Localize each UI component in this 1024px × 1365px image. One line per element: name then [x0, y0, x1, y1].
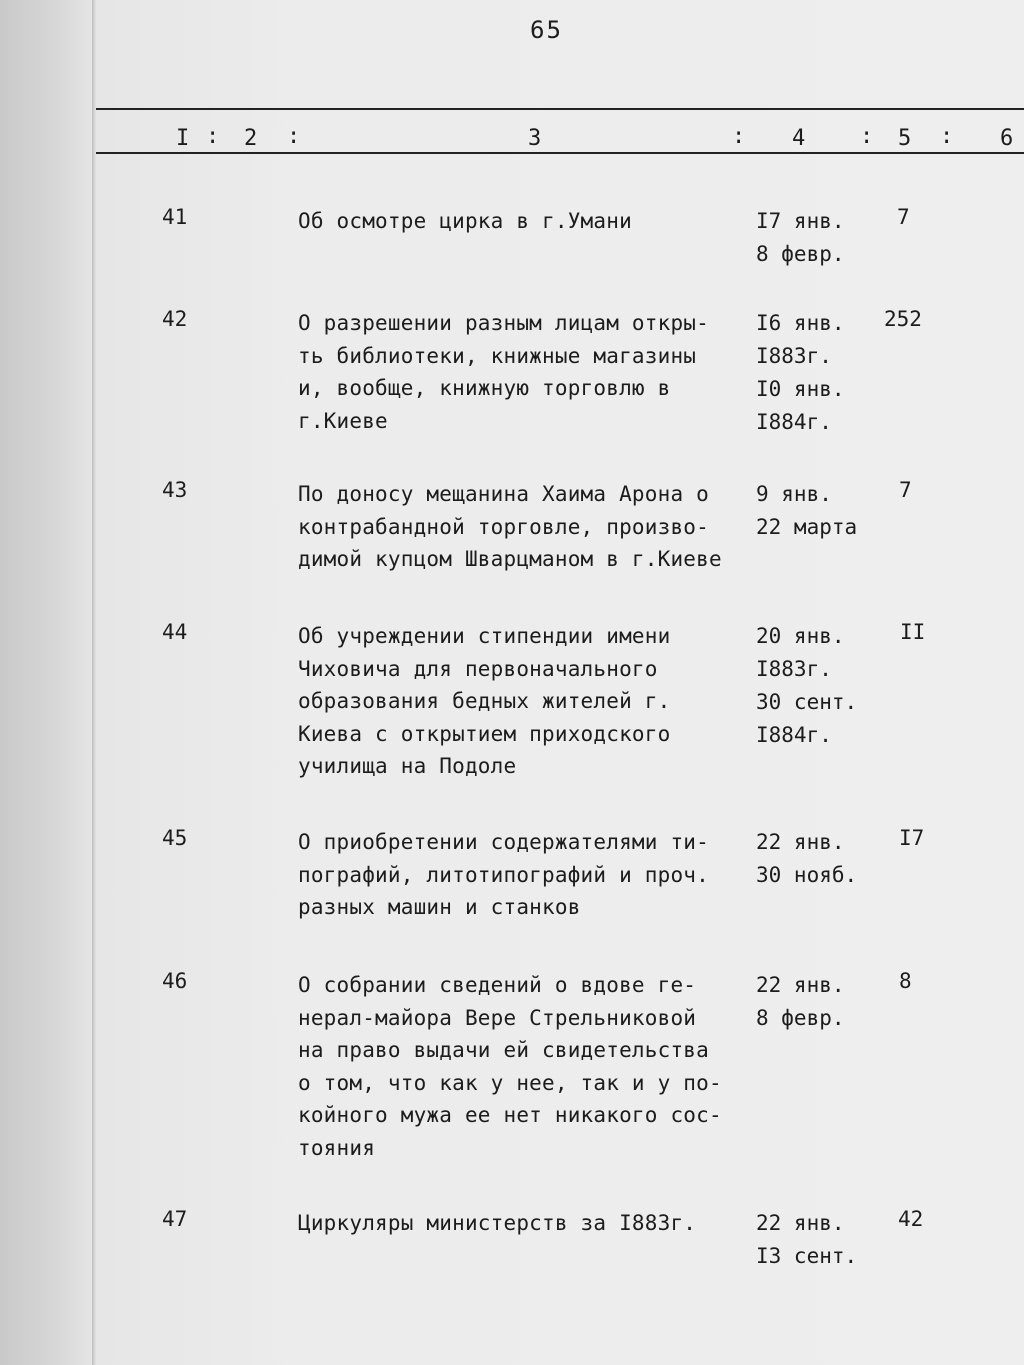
row-number: 47	[162, 1207, 188, 1231]
column-number-5: 5	[898, 126, 912, 151]
sheet-count: II	[900, 620, 926, 644]
title-line: ть библиотеки, книжные магазины	[298, 343, 697, 368]
date-line: I3 сент.	[756, 1244, 858, 1268]
record-dates	[756, 969, 845, 1035]
title-line: о том, что как у нее, так и у по-	[298, 1070, 722, 1095]
title-line: и, вообще, книжную торговлю в	[298, 376, 671, 400]
title-line: образования бедных жителей г.	[298, 689, 671, 713]
header-top-rule	[96, 108, 1024, 110]
title-line: Чиховича для первоначального	[298, 656, 658, 681]
title-line: койного мужа ее нет никакого сос-	[298, 1103, 722, 1127]
date-line: I7 янв.	[756, 209, 845, 233]
title-line: тояния	[298, 1135, 376, 1160]
sheet-count: 7	[899, 478, 912, 502]
record-dates	[756, 478, 857, 544]
date-line: I884г.	[756, 410, 832, 434]
sheet-count: 252	[884, 307, 922, 331]
page-number: 65	[530, 16, 563, 44]
column-separator: :	[206, 124, 220, 149]
row-number: 44	[162, 620, 188, 644]
row-number: 43	[162, 478, 188, 502]
record-title	[298, 478, 743, 576]
date-line: 8 февр.	[756, 1006, 845, 1030]
date-line: I884г.	[756, 723, 832, 747]
title-line: Циркуляры министерств за I883г.	[298, 1211, 697, 1235]
date-line: I6 янв.	[756, 311, 845, 335]
record-title	[298, 205, 743, 238]
date-line: 8 февр.	[756, 242, 845, 266]
date-line: 22 янв.	[756, 830, 845, 854]
sheet-count: 8	[899, 969, 912, 993]
record-dates	[756, 620, 857, 752]
date-line: I883г.	[756, 344, 832, 368]
title-line: разных машин и станков	[298, 895, 581, 919]
column-number-2: 2	[244, 126, 258, 151]
title-line: О разрешении разным лицам откры-	[298, 311, 709, 335]
row-number: 42	[162, 307, 188, 331]
title-line: Об осмотре цирка в г.Умани	[298, 209, 632, 233]
record-dates	[756, 205, 845, 271]
title-line: училища на Подоле	[298, 754, 517, 778]
record-dates	[756, 1207, 857, 1273]
title-line: По доносу мещанина Хаима Арона о	[298, 482, 709, 506]
sheet-count: I7	[899, 826, 925, 850]
column-number-4: 4	[792, 126, 806, 151]
date-line: 9 янв.	[756, 482, 832, 506]
sheet-count: 42	[898, 1207, 924, 1231]
record-title	[298, 620, 743, 783]
date-line: 22 янв.	[756, 1211, 845, 1235]
date-line: 22 марта	[756, 515, 858, 539]
record-title	[298, 307, 743, 437]
record-title	[298, 826, 743, 924]
sheet-count: 7	[897, 205, 910, 229]
record-dates	[756, 307, 845, 439]
column-number-1: I	[176, 126, 190, 151]
date-line: 30 нояб.	[756, 863, 858, 887]
column-separator: :	[732, 124, 746, 149]
column-number-6: 6	[1000, 126, 1014, 151]
record-dates	[756, 826, 857, 892]
date-line: 22 янв.	[756, 973, 845, 997]
title-line: нерал-майора Вере Стрельниковой	[298, 1005, 697, 1030]
column-separator: :	[940, 124, 954, 149]
record-title	[298, 1207, 743, 1240]
date-line: 20 янв.	[756, 624, 845, 648]
column-separator: :	[860, 124, 874, 149]
column-separator: :	[287, 124, 301, 149]
title-line: пографий, литотипографий и проч.	[298, 862, 709, 887]
title-line: димой купцом Шварцманом в г.Киеве	[298, 547, 722, 571]
title-line: Об учреждении стипендии имени	[298, 624, 671, 648]
date-line: I0 янв.	[756, 377, 845, 401]
row-number: 41	[162, 205, 188, 229]
row-number: 45	[162, 826, 188, 850]
title-line: г.Киеве	[298, 408, 388, 433]
title-line: Киева с открытием приходского	[298, 721, 671, 746]
row-number: 46	[162, 969, 188, 993]
page-binding-edge	[92, 0, 96, 1365]
date-line: 30 сент.	[756, 690, 858, 714]
title-line: О приобретении содержателями ти-	[298, 830, 709, 854]
title-line: на право выдачи ей свидетельства	[298, 1038, 709, 1062]
date-line: I883г.	[756, 657, 832, 681]
column-number-3: 3	[528, 126, 542, 151]
title-line: контрабандной торговле, произво-	[298, 514, 709, 539]
record-title	[298, 969, 743, 1164]
header-bottom-rule	[96, 152, 1024, 154]
title-line: О собрании сведений о вдове ге-	[298, 973, 697, 997]
